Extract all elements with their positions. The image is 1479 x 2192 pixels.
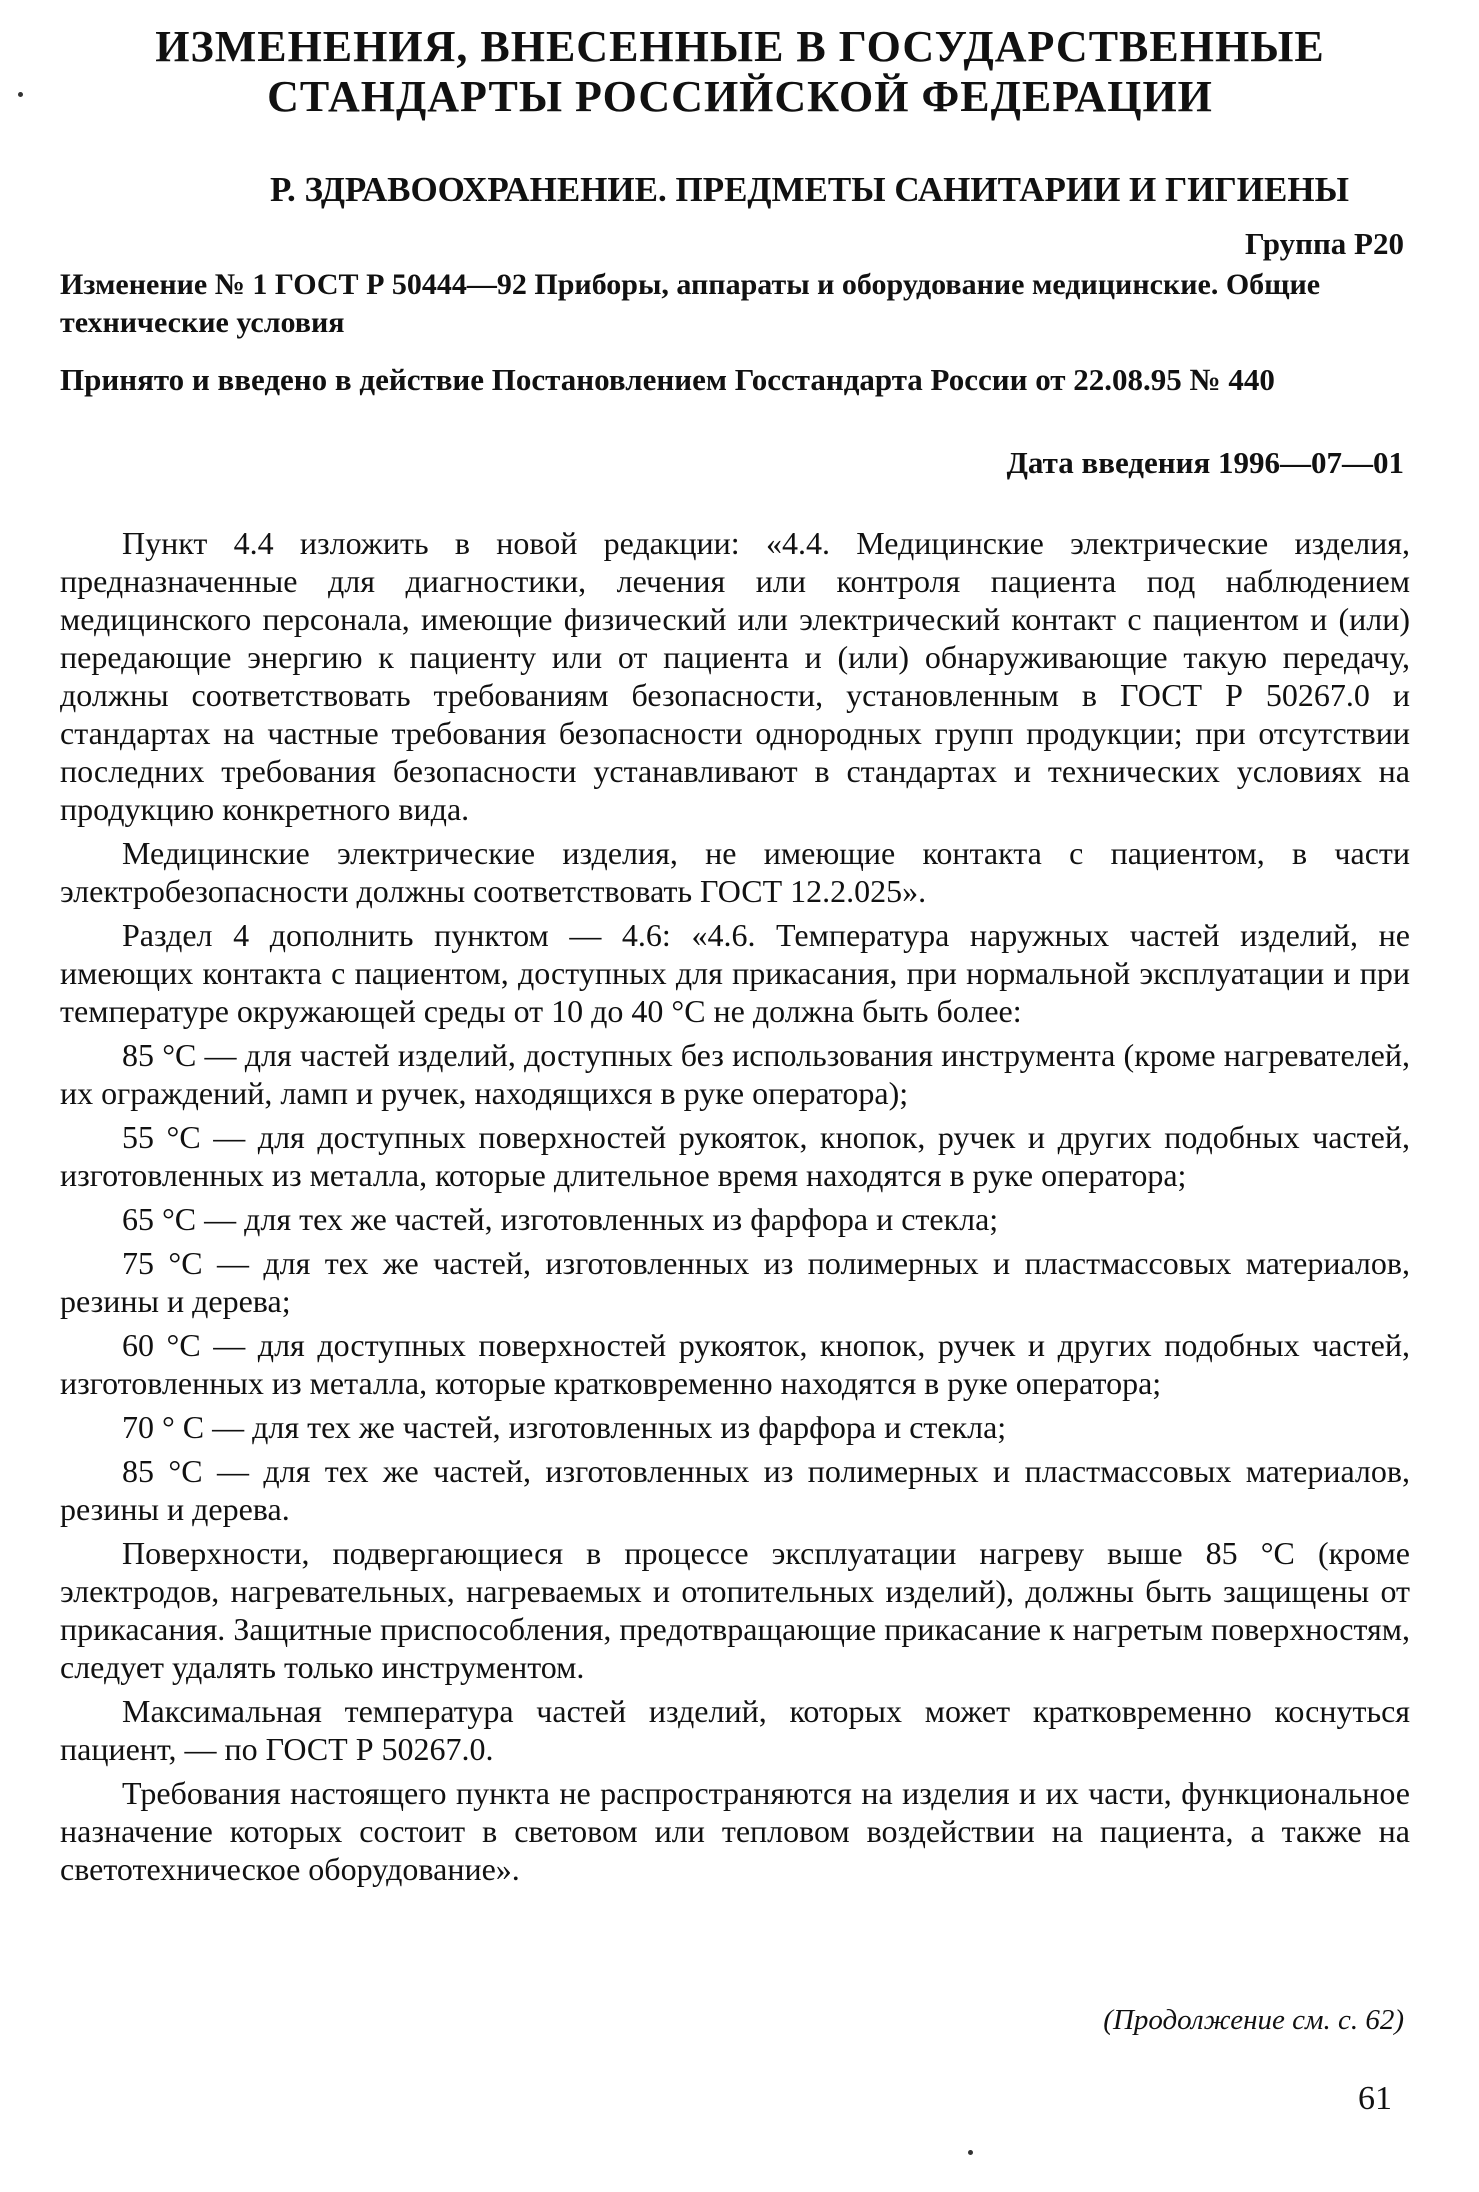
paragraph: Максимальная температура частей изделий, которых может кратковременно коснуться пациент, — по ГОСТ Р 50267.0. xyxy=(60,1693,1410,1767)
body-text xyxy=(60,524,1410,1894)
paragraph: Поверхности, подвергающиеся в процессе эксплуатации нагреву выше 85 °С (кроме электродов, нагревательных, нагреваемых и отопительных изделий), должны быть защищены от прикасания. Защитные приспособления, предотвращающие прикасание к нагретым поверхностям, следует удалять только инструментом. xyxy=(60,1535,1410,1685)
temperature-item: 85 °С — для частей изделий, доступных без использования инструмента (кроме нагревателей, их ограждений, ламп и ручек, находящихся в руке оператора); xyxy=(60,1037,1410,1111)
temperature-item: 70 ° С — для тех же частей, изготовленных из фарфора и стекла; xyxy=(122,1409,1007,1445)
paragraph: Пункт 4.4 изложить в новой редакции: «4.4. Медицинские электрические изделия, предназначенные для диагностики, лечения или контроля пациента под наблюдением медицинского персонала, имеющие физический или электрический контакт с пациентом и (или) передающие энергию к пациенту или от пациента и (или) обнаруживающие такую передачу, должны соответствовать требованиям безопасности, установленным в ГОСТ Р 50267.0 и стандартах на частные требования безопасности однородных групп продукции; при отсутствии последних требования безопасности устанавливают в стандартах и технических условиях на продукцию конкретного вида. xyxy=(60,525,1410,827)
paragraph: Раздел 4 дополнить пунктом — 4.6: «4.6. Температура наружных частей изделий, не имеющих контакта с пациентом, доступных для прикасания, при нормальной эксплуатации и при температуре окружающей среды от 10 до 40 °С не должна быть более: xyxy=(60,917,1410,1029)
temperature-item: 85 °С — для тех же частей, изготовленных из полимерных и пластмассовых материалов, резины и дерева. xyxy=(60,1453,1410,1527)
acceptance-note: Принято и введено в действие Постановлением Госстандарта России от 22.08.95 № 440 xyxy=(60,362,1275,397)
group-code: Группа Р20 xyxy=(1244,226,1404,261)
temperature-item: 65 °С — для тех же частей, изготовленных из фарфора и стекла; xyxy=(122,1201,999,1237)
document-title-line-2: СТАНДАРТЫ РОССИЙСКОЙ ФЕДЕРАЦИИ xyxy=(267,72,1213,121)
document-title-line-1: ИЗМЕНЕНИЯ, ВНЕСЕННЫЕ В ГОСУДАРСТВЕННЫЕ xyxy=(155,22,1325,71)
page-number: 61 xyxy=(1358,2080,1392,2117)
scan-speck xyxy=(968,2150,973,2155)
effective-date: Дата введения 1996—07—01 xyxy=(1006,445,1404,480)
temperature-item: 55 °С — для доступных поверхностей рукояток, кнопок, ручек и других подобных частей, изготовленных из металла, которые длительное время находятся в руке оператора; xyxy=(60,1119,1410,1193)
continuation-note: (Продолжение см. с. 62) xyxy=(1103,2004,1404,2036)
paragraph: Требования настоящего пункта не распространяются на изделия и их части, функциональное назначение которых состоит в световом или тепловом воздействии на пациента, а также на светотехническое оборудование». xyxy=(60,1775,1410,1887)
temperature-item: 75 °С — для тех же частей, изготовленных из полимерных и пластмассовых материалов, резины и дерева; xyxy=(60,1245,1410,1319)
scan-speck xyxy=(18,92,23,97)
paragraph: Медицинские электрические изделия, не имеющие контакта с пациентом, в части электробезопасности должны соответствовать ГОСТ 12.2.025». xyxy=(60,835,1410,909)
amendment-heading: Изменение № 1 ГОСТ Р 50444—92 Приборы, аппараты и оборудование медицинские. Общие технические условия xyxy=(60,268,1321,339)
temperature-item: 60 °С — для доступных поверхностей рукояток, кнопок, ручек и других подобных частей, изготовленных из металла, которые кратковременно находятся в руке оператора; xyxy=(60,1327,1410,1401)
section-heading: Р. ЗДРАВООХРАНЕНИЕ. ПРЕДМЕТЫ САНИТАРИИ И ГИГИЕНЫ xyxy=(270,170,1349,209)
